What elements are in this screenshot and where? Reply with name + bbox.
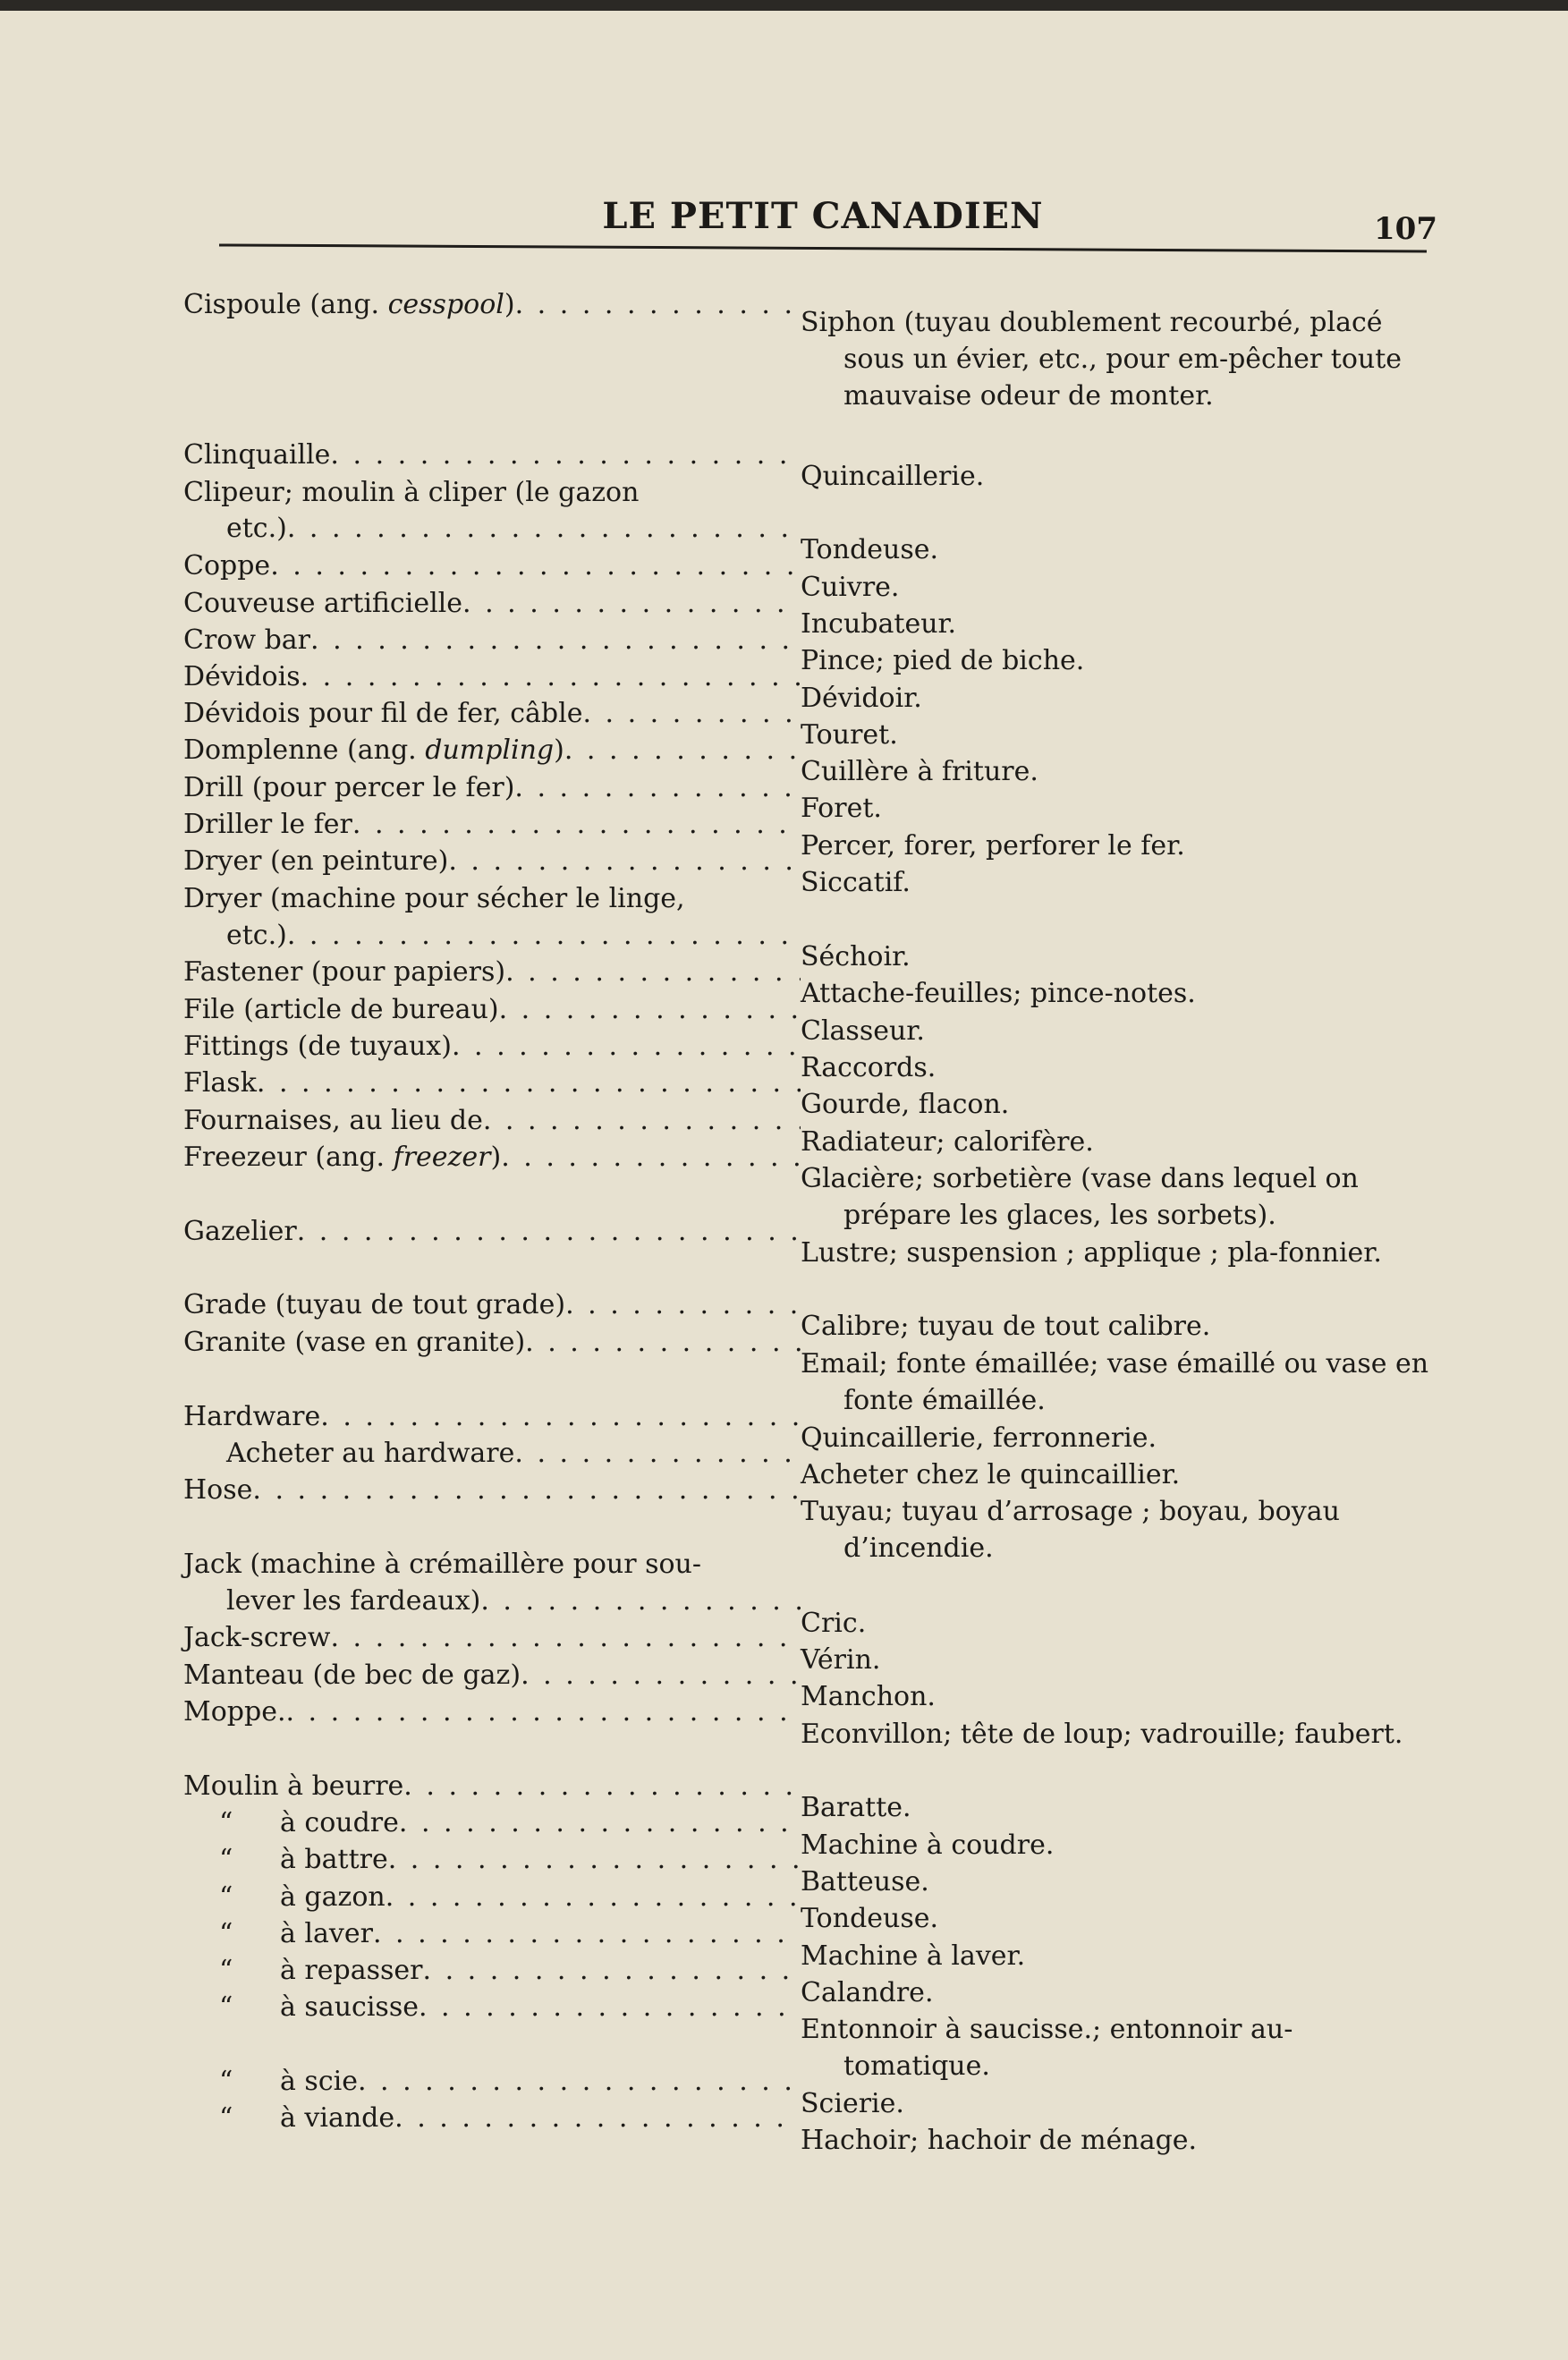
equivalent-calibre: Calibre; tuyau de tout calibre. <box>801 1311 1211 1342</box>
term-crowbar <box>183 622 801 658</box>
equivalent-glaciere: Glacière; sorbetière (vase dans lequel on prépare les glaces, les sorbets). <box>801 1163 1359 1231</box>
term-domplenne <box>183 732 801 768</box>
equivalent-verin: Vérin. <box>801 1644 881 1676</box>
term-text <box>183 1952 423 1989</box>
ditto-mark: “ <box>219 2102 233 2134</box>
dot-leader <box>462 585 801 622</box>
english-word: cesspool <box>387 289 504 320</box>
dot-leader <box>501 1139 801 1176</box>
equivalent-cuillere: Cuillère à friture. <box>801 756 1038 787</box>
english-word: dumpling <box>425 734 555 766</box>
term-text <box>183 437 330 473</box>
term-label: Dévidois pour fil de fer, câble <box>183 698 583 729</box>
term-clinquaille <box>183 437 801 473</box>
term-clipeur2 <box>183 510 801 547</box>
term-viande <box>183 2100 801 2136</box>
english-word: freezer <box>393 1142 491 1173</box>
term-drill <box>183 769 801 806</box>
dot-leader <box>287 917 801 954</box>
term-label: Manteau (de bec de gaz) <box>183 1660 521 1691</box>
term-fittings <box>183 1028 801 1065</box>
equivalent-scierie: Scierie. <box>801 2088 904 2119</box>
term-text <box>183 843 448 879</box>
dot-leader <box>394 2100 801 2136</box>
term-label: Coppe <box>183 550 271 582</box>
ditto-mark: “ <box>219 1991 233 2023</box>
term-label: Fastener (pour papiers) <box>183 956 506 988</box>
term-text <box>183 695 582 732</box>
term-coppe <box>183 548 801 584</box>
closing-paren: ) <box>504 289 515 320</box>
term-text <box>183 548 270 584</box>
equivalent-foret: Foret. <box>801 793 882 824</box>
dot-leader <box>582 695 801 732</box>
equivalent-radiateur: Radiateur; calorifère. <box>801 1126 1094 1158</box>
term-text <box>183 806 352 843</box>
term-label: Couveuse artificielle <box>183 588 463 619</box>
term-granite <box>183 1324 801 1361</box>
equivalent-classeur: Classeur. <box>801 1015 925 1047</box>
equivalent-devidoir: Dévidoir. <box>801 683 922 714</box>
term-text <box>183 585 462 622</box>
equivalent-entonnoir: Entonnoir à saucisse.; entonnoir au-tomatique. <box>801 2014 1293 2082</box>
ditto-mark: “ <box>219 2066 233 2097</box>
term-text <box>183 1102 483 1139</box>
term-text <box>183 1398 320 1435</box>
term-text <box>183 1915 373 1952</box>
term-acheter <box>183 1435 801 1472</box>
term-label: Grade (tuyau de tout grade) <box>183 1289 566 1320</box>
term-text <box>183 1989 419 2025</box>
term-file <box>183 991 801 1028</box>
term-label: Clipeur; moulin à cliper (le gazon <box>183 477 640 508</box>
term-text <box>183 883 685 914</box>
term-label: Acheter au hardware <box>226 1438 515 1469</box>
dot-leader <box>386 1879 801 1915</box>
dot-leader <box>373 1915 801 1952</box>
dot-leader <box>388 1841 801 1878</box>
term-label: Crow bar <box>183 624 311 656</box>
term-label: Granite (vase en granite) <box>183 1327 526 1358</box>
dot-leader <box>403 1768 801 1804</box>
term-label: à gazon <box>280 1881 386 1913</box>
term-text <box>183 769 514 806</box>
term-devidois2 <box>183 695 801 732</box>
term-driller <box>183 806 801 843</box>
term-text <box>183 991 499 1028</box>
equivalent-tuyau: Tuyau; tuyau d’arrosage ; boyau, boyau d’incendie. <box>801 1496 1340 1564</box>
term-label: Cispoule (ang. <box>183 289 388 320</box>
term-text <box>183 1657 521 1694</box>
dot-leader <box>564 732 801 768</box>
term-laver <box>183 1915 801 1952</box>
term-text <box>183 1549 701 1580</box>
equivalent-email: Email; fonte émaillée; vase émaillé ou vase en fonte émaillée. <box>801 1348 1429 1416</box>
ditto-mark: “ <box>219 1807 233 1838</box>
term-text <box>183 732 564 768</box>
equivalent-manchon: Manchon. <box>801 1681 936 1712</box>
term-label: Dryer (en peinture) <box>183 845 449 877</box>
term-label: à viande <box>280 2102 395 2134</box>
equivalent-quinc1: Quincaillerie. <box>801 461 985 492</box>
term-label: Dryer (machine pour sécher le linge, <box>183 883 685 914</box>
dot-leader <box>257 1065 801 1101</box>
dot-leader <box>310 622 801 658</box>
term-label: Jack (machine à crémaillère pour sou- <box>183 1549 701 1580</box>
equivalent-siphon: Siphon (tuyau doublement recourbé, placé sous un évier, etc., pour em-pêcher toute mauvaise odeur de monter. <box>801 307 1403 412</box>
equivalent-incubateur: Incubateur. <box>801 608 957 640</box>
equivalent-pince: Pince; pied de biche. <box>801 645 1085 676</box>
ditto-mark: “ <box>219 1955 233 1986</box>
term-label: Jack-screw <box>183 1622 331 1653</box>
header-rule <box>219 243 1427 252</box>
dot-leader <box>505 954 801 990</box>
closing-paren: ) <box>554 734 564 766</box>
dot-leader <box>358 2063 801 2100</box>
term-text <box>183 658 301 695</box>
ditto-mark: “ <box>219 1918 233 1949</box>
term-text <box>183 286 515 323</box>
term-label: à laver <box>280 1918 373 1949</box>
equivalent-hachoir: Hachoir; hachoir de ménage. <box>801 2125 1198 2156</box>
term-label: etc.) <box>226 920 287 951</box>
term-label: à saucisse <box>280 1991 419 2023</box>
term-jack2 <box>183 1583 801 1619</box>
term-label: Dévidois <box>183 661 301 692</box>
dot-leader <box>448 843 801 879</box>
equivalent-cric: Cric. <box>801 1608 867 1639</box>
dot-leader <box>352 806 801 843</box>
term-manteau <box>183 1657 801 1694</box>
term-jack1 <box>183 1546 801 1583</box>
term-text <box>183 1065 257 1101</box>
term-cispoule <box>183 286 801 323</box>
term-label: Gazelier <box>183 1216 297 1247</box>
equivalent-tondeuse2: Tondeuse. <box>801 1903 939 1934</box>
term-text <box>183 1768 403 1804</box>
dot-leader <box>521 1657 801 1694</box>
term-label: Drill (pour percer le fer) <box>183 772 515 803</box>
term-label: etc.) <box>226 513 287 544</box>
term-text <box>183 954 505 990</box>
term-label: Fittings (de tuyaux) <box>183 1031 452 1062</box>
closing-paren: ) <box>490 1142 502 1173</box>
dot-leader <box>514 769 801 806</box>
term-fournaises <box>183 1102 801 1139</box>
equivalent-tondeuse1: Tondeuse. <box>801 534 939 565</box>
equivalent-siccatif: Siccatif. <box>801 867 911 898</box>
dot-leader <box>515 286 801 323</box>
equivalent-sechoir: Séchoir. <box>801 941 911 972</box>
dot-leader <box>483 1102 801 1139</box>
equivalent-quinc2: Quincaillerie, ferronnerie. <box>801 1422 1157 1454</box>
dot-leader <box>525 1324 801 1361</box>
ditto-mark: “ <box>219 1844 233 1875</box>
term-text <box>183 917 287 954</box>
equivalent-lustre: Lustre; suspension ; applique ; pla-fonnier. <box>801 1237 1382 1269</box>
term-label: File (article de bureau) <box>183 994 499 1025</box>
term-text <box>183 1694 285 1730</box>
term-text <box>183 1472 252 1508</box>
term-flask <box>183 1065 801 1101</box>
term-dryer1 <box>183 843 801 879</box>
dot-leader <box>480 1583 801 1619</box>
term-text <box>183 1286 565 1323</box>
term-battre <box>183 1841 801 1878</box>
dot-leader <box>499 991 801 1028</box>
term-label: à battre <box>280 1844 388 1875</box>
dot-leader <box>287 510 801 547</box>
equivalent-gourde: Gourde, flacon. <box>801 1089 1010 1120</box>
term-text <box>183 1879 386 1915</box>
term-label: Fournaises, au lieu de <box>183 1105 483 1136</box>
page-number: 107 <box>1374 211 1437 247</box>
equivalent-baratte: Baratte. <box>801 1792 911 1823</box>
dot-leader <box>270 548 801 584</box>
term-devidois <box>183 658 801 695</box>
equivalent-raccords: Raccords. <box>801 1052 937 1083</box>
dot-leader <box>301 658 801 695</box>
term-jackscrew <box>183 1619 801 1656</box>
term-text <box>183 1139 501 1176</box>
dot-leader <box>330 437 801 473</box>
dot-leader <box>252 1472 801 1508</box>
term-saucisse <box>183 1989 801 2025</box>
equivalent-touret: Touret. <box>801 719 898 751</box>
term-text <box>183 1213 297 1250</box>
dot-leader <box>285 1694 801 1730</box>
term-label: Freezeur (ang. <box>183 1142 394 1173</box>
term-repasser <box>183 1952 801 1989</box>
equivalent-machcoudre: Machine à coudre. <box>801 1829 1055 1861</box>
equivalent-attache: Attache-feuilles; pince-notes. <box>801 978 1196 1009</box>
running-header: LE PETIT CANADIEN <box>602 195 1044 237</box>
term-moppe <box>183 1694 801 1730</box>
term-grade <box>183 1286 801 1323</box>
term-text <box>183 1583 480 1619</box>
term-text <box>183 1619 330 1656</box>
equivalent-cuivre: Cuivre. <box>801 572 900 603</box>
term-label: Moppe. <box>183 1696 286 1728</box>
equivalent-acheterchez: Acheter chez le quincaillier. <box>801 1459 1181 1490</box>
term-clipeur <box>183 474 801 511</box>
equivalent-econvillon: Econvillon; tête de loup; vadrouille; faubert. <box>801 1719 1403 1750</box>
dot-leader <box>297 1213 801 1250</box>
term-text <box>183 1841 388 1878</box>
equivalent-machlaver: Machine à laver. <box>801 1940 1026 1972</box>
equivalent-batteuse: Batteuse. <box>801 1866 929 1897</box>
term-label: à scie <box>280 2066 358 2097</box>
dot-leader <box>320 1398 801 1435</box>
term-hardware <box>183 1398 801 1435</box>
term-gazon <box>183 1879 801 1915</box>
term-scie <box>183 2063 801 2100</box>
term-moulin <box>183 1768 801 1804</box>
term-label: Moulin à beurre <box>183 1770 404 1802</box>
term-label: Clinquaille <box>183 439 331 471</box>
term-label: à repasser <box>280 1955 423 1986</box>
term-label: Driller le fer <box>183 809 352 840</box>
term-text <box>183 2100 394 2136</box>
term-label: Hardware <box>183 1401 321 1432</box>
dot-leader <box>330 1619 801 1656</box>
term-coudre <box>183 1804 801 1841</box>
term-freezeur <box>183 1139 801 1176</box>
dot-leader <box>399 1804 801 1841</box>
term-label: lever les fardeaux) <box>226 1585 481 1617</box>
dot-leader <box>423 1952 801 1989</box>
equivalent-percer: Percer, forer, perforer le fer. <box>801 830 1185 862</box>
term-label: Domplenne (ang. <box>183 734 426 766</box>
term-label: Flask <box>183 1067 257 1099</box>
term-text <box>183 1324 525 1361</box>
term-dryer2 <box>183 880 801 917</box>
term-label: Hose <box>183 1474 253 1506</box>
term-dryer3 <box>183 917 801 954</box>
dot-leader <box>514 1435 801 1472</box>
term-text <box>183 477 639 508</box>
term-label: à coudre <box>280 1807 399 1838</box>
term-text <box>183 510 287 547</box>
term-couveuse <box>183 585 801 622</box>
term-text <box>183 2063 358 2100</box>
term-text <box>183 1804 399 1841</box>
ditto-mark: “ <box>219 1881 233 1913</box>
term-text <box>183 1435 514 1472</box>
dot-leader <box>419 1989 801 2025</box>
top-border <box>0 0 1568 11</box>
term-text <box>183 622 310 658</box>
term-gazelier <box>183 1213 801 1250</box>
dot-leader <box>452 1028 801 1065</box>
equivalent-calandre: Calandre. <box>801 1977 934 2008</box>
term-fastener <box>183 954 801 990</box>
dot-leader <box>565 1286 801 1323</box>
term-text <box>183 1028 452 1065</box>
term-hose <box>183 1472 801 1508</box>
